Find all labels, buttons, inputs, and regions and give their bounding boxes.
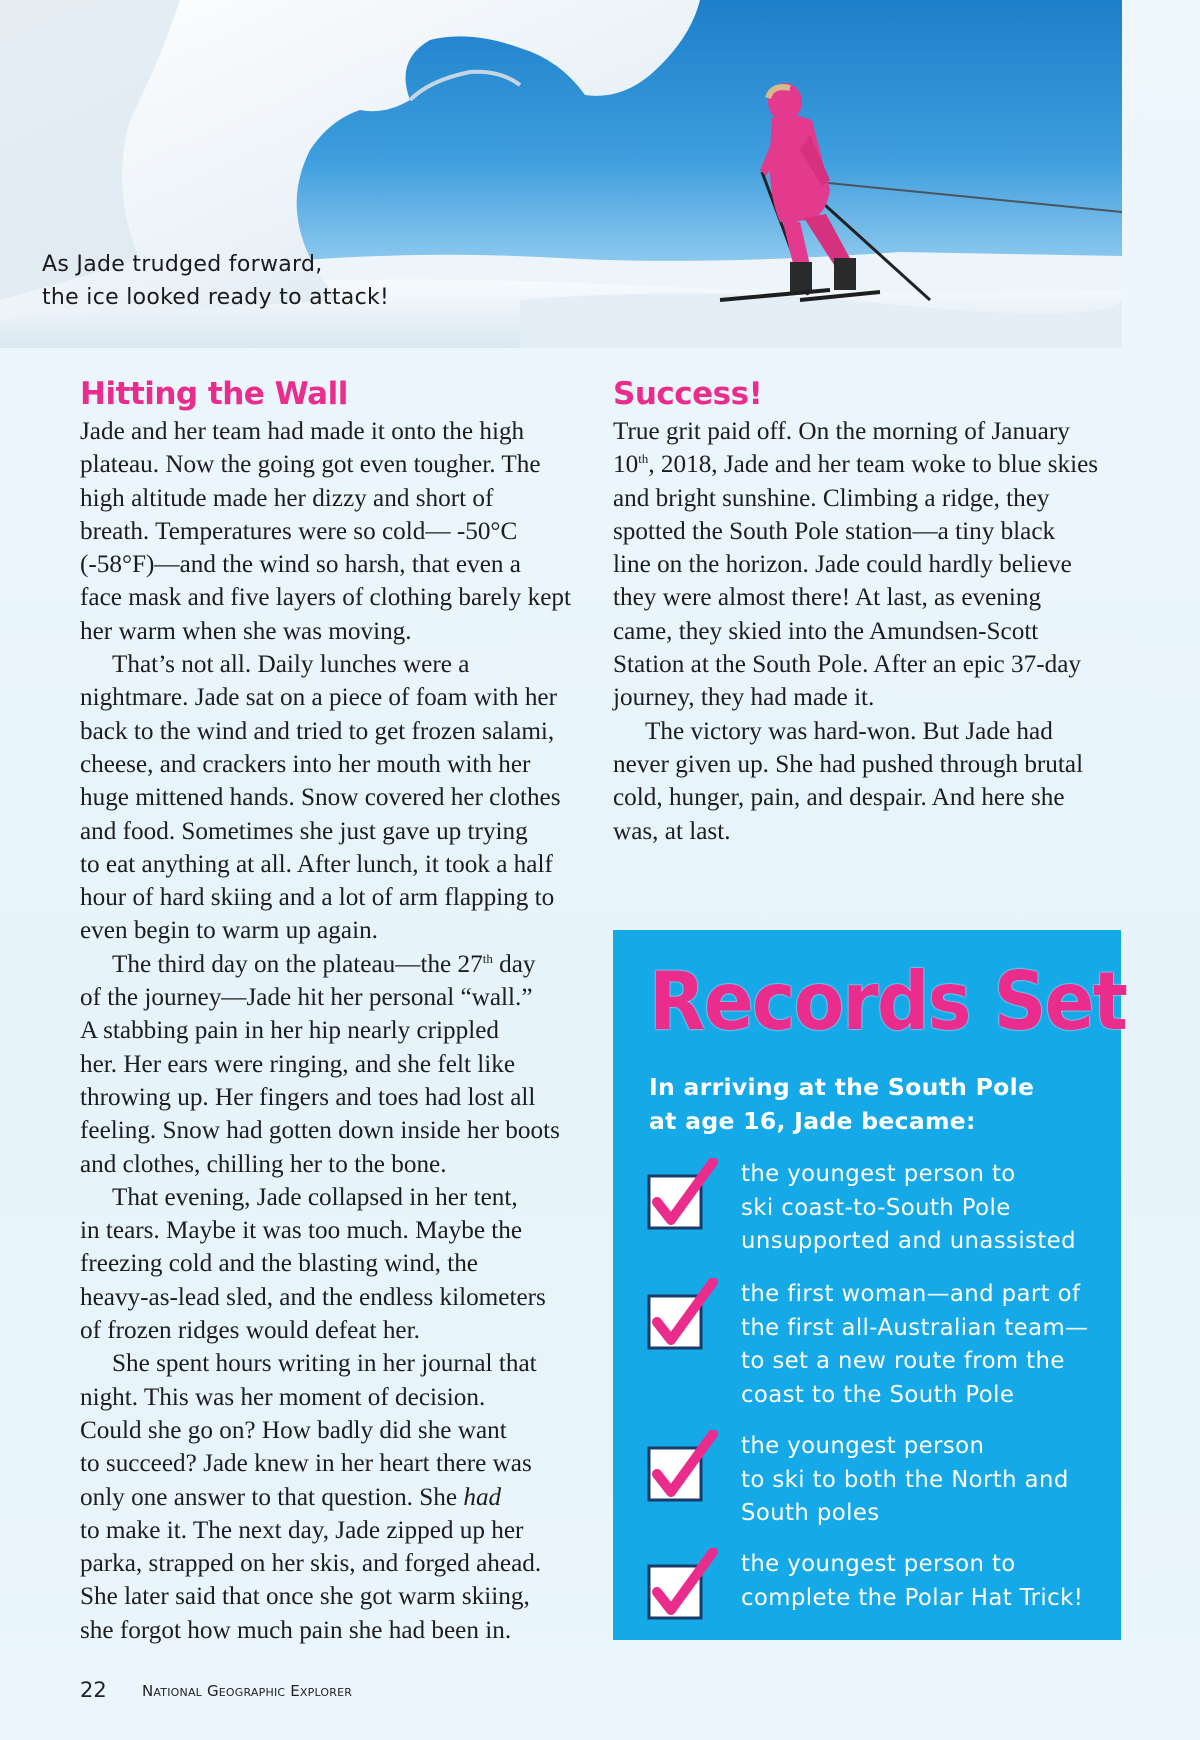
checkmark-box-icon — [643, 1430, 723, 1510]
record-line: ski coast-to-South Pole — [741, 1194, 1011, 1221]
text-line: cheese, and crackers into her mouth with her — [80, 750, 531, 778]
text-line: high altitude made her dizzy and short of — [80, 484, 494, 512]
text-fragment: , 2018, Jade and her team woke to blue skies — [648, 451, 1099, 479]
text-line: to make it. The next day, Jade zipped up her — [80, 1516, 524, 1544]
records-intro — [649, 1070, 1034, 1138]
text-line: feeling. Snow had gotten down inside her boots — [80, 1117, 560, 1145]
text-line: line on the horizon. Jade could hardly believe — [613, 551, 1072, 579]
text-line: True grit paid off. On the morning of January — [613, 418, 1070, 445]
paragraph — [80, 415, 600, 648]
text-fragment: The third day on the plateau—the 27 — [112, 950, 483, 978]
text-line: nightmare. Jade sat on a piece of foam with her — [80, 684, 557, 712]
text-line: A stabbing pain in her hip nearly crippled — [80, 1017, 499, 1045]
caption-line-2: the ice looked ready to attack! — [42, 285, 390, 310]
caption-line-1: As Jade trudged forward, — [42, 252, 323, 277]
intro-line: In arriving at the South Pole — [649, 1073, 1035, 1101]
text-line: hour of hard skiing and a lot of arm flapping to — [80, 884, 555, 912]
text-line: and food. Sometimes she just gave up trying — [80, 817, 528, 845]
paragraph — [613, 415, 1133, 715]
section-heading-success: Success! — [613, 376, 763, 412]
text-line: freezing cold and the blasting wind, the — [80, 1250, 478, 1278]
text-line: Could she go on? How badly did she want — [80, 1416, 507, 1444]
text-fragment: only one answer to that question. She — [80, 1483, 458, 1511]
paragraph — [80, 1347, 600, 1647]
record-line: the first all-Australian team— — [741, 1314, 1089, 1341]
superscript: th — [482, 950, 493, 966]
text-fragment: day — [492, 950, 536, 978]
record-text — [741, 1158, 1076, 1259]
text-line: parka, strapped on her skis, and forged ahead. — [80, 1550, 542, 1578]
record-line: the youngest person — [741, 1433, 985, 1459]
record-line: the youngest person to — [741, 1551, 1016, 1577]
text-line: (-58°F)—and the wind so harsh, that even a — [80, 551, 521, 579]
text-line: She spent hours writing in her journal that — [112, 1350, 537, 1378]
text-line: journey, they had made it. — [613, 684, 875, 712]
text-line: to eat anything at all. After lunch, it took a half — [80, 850, 553, 878]
text-line: Station at the South Pole. After an epic 37-day — [613, 651, 1081, 679]
text-line: they were almost there! At last, as evening — [613, 584, 1042, 612]
text-line: breath. Temperatures were so cold— -50°C — [80, 517, 518, 545]
text-line: heavy-as-lead sled, and the endless kilometers — [80, 1283, 546, 1311]
article-column-left — [80, 372, 600, 1647]
text-line: and bright sunshine. Climbing a ridge, they — [613, 484, 1050, 512]
text-line: of frozen ridges would defeat her. — [80, 1317, 420, 1345]
text-line: of the journey—Jade hit her personal “wall.” — [80, 984, 533, 1012]
text-line: even begin to warm up again. — [80, 917, 378, 945]
text-line: spotted the South Pole station—a tiny black — [613, 517, 1056, 545]
text-line: never given up. She had pushed through brutal — [613, 750, 1084, 778]
text-line: she forgot how much pain she had been in. — [80, 1616, 512, 1644]
intro-line: at age 16, Jade became: — [649, 1107, 976, 1135]
text-line: That’s not all. Daily lunches were a — [112, 651, 470, 679]
text-line: cold, hunger, pain, and despair. And here she — [613, 784, 1065, 812]
text-line: to succeed? Jade knew in her heart there was — [80, 1450, 532, 1478]
text-line: That evening, Jade collapsed in her tent, — [112, 1183, 518, 1211]
record-line: to ski to both the North and — [741, 1466, 1069, 1493]
record-line: to set a new route from the — [741, 1348, 1065, 1374]
checkmark-box-icon — [643, 1278, 723, 1358]
text-fragment: 10 — [613, 451, 639, 479]
text-line — [80, 1481, 600, 1514]
text-line: was, at last. — [613, 817, 731, 845]
text-line: came, they skied into the Amundsen-Scott — [613, 617, 1039, 645]
checkmark-box-icon — [643, 1548, 723, 1628]
italic-word: had — [463, 1483, 502, 1511]
record-text — [741, 1430, 1069, 1531]
text-line: face mask and five layers of clothing barely kept — [80, 584, 571, 612]
paragraph — [80, 648, 600, 948]
record-text — [741, 1278, 1088, 1412]
text-line: and clothes, chilling her to the bone. — [80, 1150, 447, 1178]
section-heading-hitting-the-wall: Hitting the Wall — [80, 376, 348, 412]
text-line: night. This was her moment of decision. — [80, 1383, 486, 1411]
record-line: complete the Polar Hat Trick! — [741, 1584, 1084, 1611]
record-line: unsupported and unassisted — [741, 1228, 1076, 1254]
paragraph — [80, 948, 600, 1181]
checkmark-box-icon — [643, 1158, 723, 1238]
text-line: The victory was hard-won. But Jade had — [645, 717, 1053, 745]
superscript: th — [638, 451, 649, 467]
text-line — [613, 448, 1133, 481]
publication-name: National Geographic Explorer — [142, 1682, 353, 1700]
record-line: the first woman—and part of — [741, 1281, 1081, 1307]
text-line: She later said that once she got warm skiing, — [80, 1583, 530, 1611]
text-line: her warm when she was moving. — [80, 617, 412, 645]
text-line: her. Her ears were ringing, and she felt like — [80, 1050, 516, 1078]
text-line: plateau. Now the going got even tougher. The — [80, 451, 541, 479]
text-line: Jade and her team had made it onto the high — [80, 418, 525, 445]
records-title: Records Set — [649, 955, 1127, 1048]
record-line: coast to the South Pole — [741, 1381, 1015, 1408]
text-line — [80, 948, 600, 981]
hero-photo — [0, 0, 1122, 348]
record-line: the youngest person to — [741, 1161, 1016, 1187]
paragraph — [80, 1181, 600, 1347]
record-line: South poles — [741, 1500, 880, 1526]
record-text — [741, 1548, 1083, 1615]
text-line: throwing up. Her fingers and toes had lost all — [80, 1083, 536, 1111]
article-column-right — [613, 372, 1133, 848]
paragraph — [613, 715, 1133, 848]
photo-caption — [42, 248, 389, 314]
records-set-box — [613, 930, 1127, 1640]
text-line: in tears. Maybe it was too much. Maybe the — [80, 1217, 523, 1245]
page-number: 22 — [80, 1678, 107, 1702]
text-line: huge mittened hands. Snow covered her clothes — [80, 784, 561, 812]
text-line: back to the wind and tried to get frozen salami, — [80, 717, 555, 745]
